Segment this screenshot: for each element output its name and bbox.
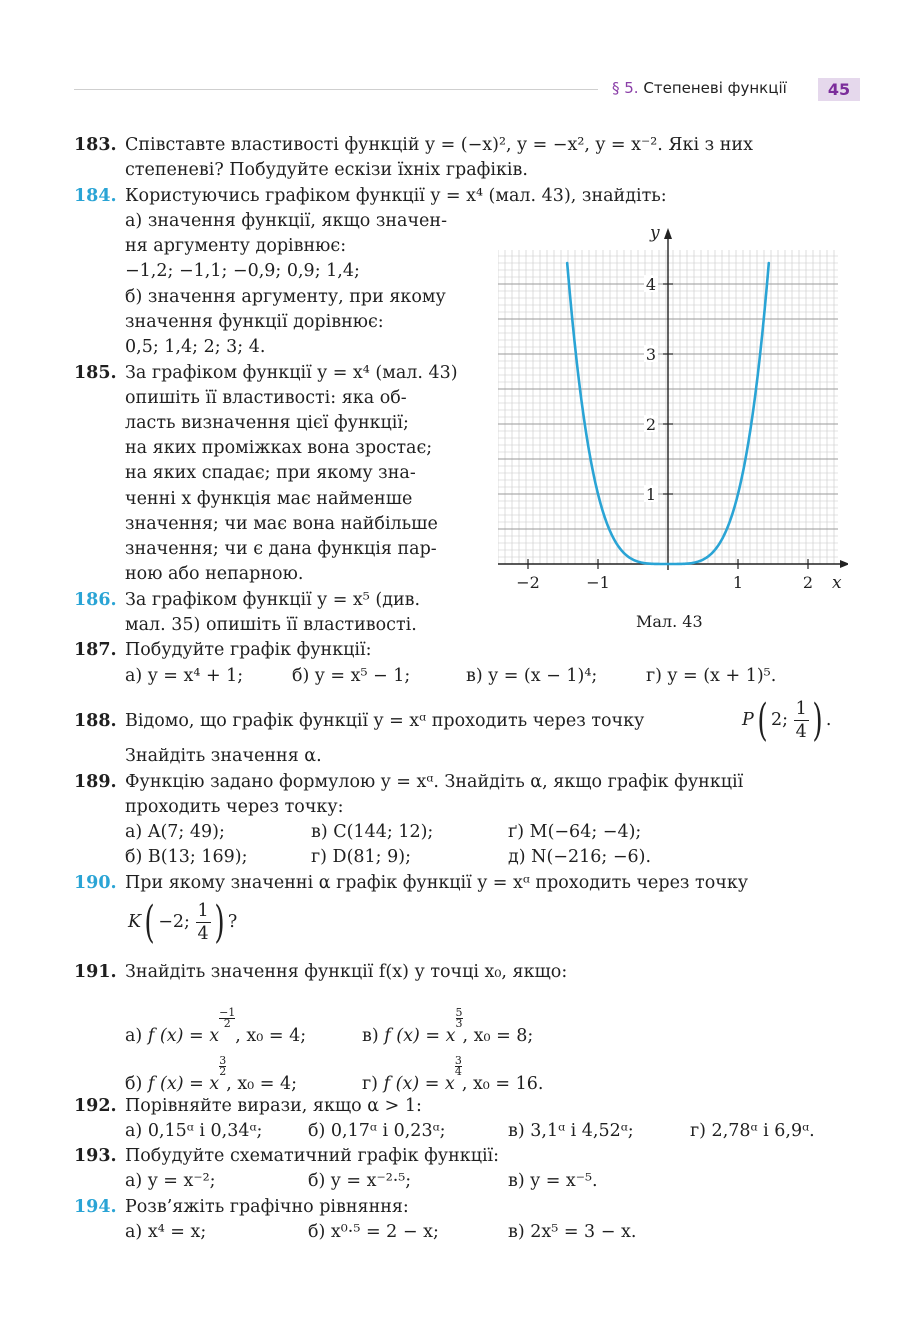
problem-number-186: 186. <box>74 590 117 610</box>
x-axis-label: x <box>832 573 842 593</box>
y-tick-label: 1 <box>645 485 657 504</box>
problem-number-191: 191. <box>74 962 117 982</box>
exponent-denominator: 4 <box>454 1065 462 1078</box>
problem-184-line-2: а) значення функції, якщо значен- <box>125 211 447 231</box>
item-label: а) <box>125 1026 143 1046</box>
y-tick-label: 2 <box>645 415 657 434</box>
problem-192-item-a: а) 0,15ᵅ і 0,34ᵅ; <box>125 1121 263 1141</box>
exponent <box>456 1008 463 1029</box>
fraction-numerator: 1 <box>795 699 807 719</box>
problem-185-line-6: ченні x функція має найменше <box>125 489 413 509</box>
problem-185-line-7: значення; чи має вона найбільше <box>125 514 438 534</box>
problem-183-line-1: Співставте властивості функцій y = (−x)², y = −x², y = x⁻². Які з них <box>125 135 753 155</box>
function-expr: f (x) = x <box>384 1026 456 1046</box>
exponent-numerator: 5 <box>455 1006 463 1019</box>
y-axis-arrow <box>664 228 672 239</box>
page-header <box>74 78 860 102</box>
function-expr: f (x) = x <box>147 1074 220 1094</box>
exponent-denominator: 3 <box>455 1017 463 1030</box>
problem-186-line-1: За графіком функції y = x⁵ (див. <box>125 590 421 610</box>
y-tick-label: 3 <box>645 345 657 364</box>
fraction-denominator: 4 <box>197 924 209 944</box>
problem-185-line-2: опишіть її властивості: яка об- <box>125 388 407 408</box>
problem-185-line-3: ласть визначення цієї функції; <box>125 413 409 433</box>
problem-185-line-4: на яких проміжках вона зростає; <box>125 438 433 458</box>
problem-184-line-6: значення функції дорівнює: <box>125 312 384 332</box>
problem-192-item-b: б) 0,17ᵅ і 0,23ᵅ; <box>308 1121 446 1141</box>
x-tick-label: −2 <box>516 573 540 592</box>
right-paren: ) <box>812 694 823 746</box>
problem-191-item-v <box>362 1008 533 1049</box>
problem-191-line-1: Знайдіть значення функції f(x) у точці x₀, якщо: <box>125 962 568 982</box>
problem-187-item-a: а) y = x⁴ + 1; <box>125 666 244 686</box>
problem-189-item-g: г) D(81; 9); <box>311 847 412 867</box>
y-tick-label: 4 <box>645 275 657 294</box>
problem-192-line-1: Порівняйте вирази, якщо α > 1: <box>125 1096 422 1116</box>
function-expr: f (x) = x <box>383 1074 455 1094</box>
problem-194-line-1: Розв’яжіть графічно рівняння: <box>125 1197 409 1217</box>
fraction-one-quarter <box>794 698 809 743</box>
point-value: , x₀ = 8; <box>462 1026 534 1046</box>
point-k <box>128 896 237 948</box>
problem-185-line-1: За графіком функції y = x⁴ (мал. 43) <box>125 363 458 383</box>
question-mark: ? <box>227 912 238 932</box>
figure-caption: Мал. 43 <box>636 612 703 631</box>
problem-189-line-1: Функцію задано формулою y = xᵅ. Знайдіть α, якщо графік функції <box>125 772 744 792</box>
problem-184-line-7: 0,5; 1,4; 2; 3; 4. <box>125 337 266 357</box>
x-tick-label: 2 <box>802 573 814 592</box>
problem-187-item-c: в) y = (x − 1)⁴; <box>466 666 598 686</box>
problem-189-item-d: д) N(−216; −6). <box>508 847 652 867</box>
exponent-denominator: 2 <box>223 1017 231 1030</box>
x-tick-label: −1 <box>586 573 610 592</box>
problem-number-187: 187. <box>74 640 117 660</box>
point-p-letter: P <box>742 710 754 730</box>
point-p-x: 2; <box>770 710 788 730</box>
fraction-denominator: 4 <box>795 722 807 742</box>
point-value: , x₀ = 16. <box>461 1074 544 1094</box>
x-tick-label: 1 <box>732 573 744 592</box>
problem-184-line-4: −1,2; −1,1; −0,9; 0,9; 1,4; <box>125 261 360 281</box>
problem-184-line-3: ня аргументу дорівнює: <box>125 236 347 256</box>
item-label: в) <box>362 1026 379 1046</box>
exponent-sign: − <box>219 1006 229 1019</box>
problem-number-193: 193. <box>74 1146 117 1166</box>
point-value: , x₀ = 4; <box>235 1026 307 1046</box>
x-axis-arrow <box>840 560 848 568</box>
problem-number-192: 192. <box>74 1096 117 1116</box>
problem-191-item-a <box>125 1008 306 1049</box>
problem-number-183: 183. <box>74 135 117 155</box>
right-paren: ) <box>214 896 225 948</box>
problem-189-item-gg: ґ) M(−64; −4); <box>508 822 642 842</box>
section-title <box>612 79 787 97</box>
exponent-denominator: 2 <box>219 1065 227 1078</box>
left-paren: ( <box>757 694 768 746</box>
problem-185-line-8: значення; чи є дана функція пар- <box>125 539 437 559</box>
problem-number-185: 185. <box>74 363 117 383</box>
point-k-x: −2; <box>158 912 190 932</box>
problem-194-item-a: а) x⁴ = x; <box>125 1222 207 1242</box>
problem-192-item-g: г) 2,78ᵅ і 6,9ᵅ. <box>690 1121 815 1141</box>
period: . <box>825 710 832 730</box>
header-rule <box>74 89 598 90</box>
y-axis-label: y <box>650 223 660 243</box>
problem-number-194: 194. <box>74 1197 117 1217</box>
problem-191-item-b <box>125 1056 297 1097</box>
problem-194-item-b: б) x⁰·⁵ = 2 − x; <box>308 1222 439 1242</box>
problem-183-line-2: степеневі? Побудуйте ескізи їхніх графіків. <box>125 160 528 180</box>
problem-185-line-9: ною або непарною. <box>125 564 304 584</box>
function-graph-x4 <box>498 222 848 622</box>
problem-192-item-v: в) 3,1ᵅ і 4,52ᵅ; <box>508 1121 634 1141</box>
exponent-numerator: 1 <box>228 1006 236 1019</box>
exponent-numerator: 3 <box>219 1054 227 1067</box>
point-p <box>742 694 831 746</box>
problem-193-item-a: а) y = x⁻²; <box>125 1171 216 1191</box>
problem-189-item-v: в) C(144; 12); <box>311 822 434 842</box>
fraction-one-quarter <box>196 900 211 945</box>
exponent <box>219 1008 235 1029</box>
problem-number-188: 188. <box>74 711 117 731</box>
problem-188-line-2: Знайдіть значення α. <box>125 746 322 766</box>
problem-185-line-5: на яких спадає; при якому зна- <box>125 463 416 483</box>
problem-number-190: 190. <box>74 873 117 893</box>
problem-193-line-1: Побудуйте схематичний графік функції: <box>125 1146 500 1166</box>
section-name: Степеневі функції <box>643 79 787 97</box>
problem-190-line-1: При якому значенні α графік функції y = xᵅ проходить через точку <box>125 873 749 893</box>
problem-number-184: 184. <box>74 186 117 206</box>
problem-186-line-2: мал. 35) опишіть її властивості. <box>125 615 417 635</box>
section-symbol: § 5. <box>612 79 639 97</box>
problem-193-item-v: в) y = x⁻⁵. <box>508 1171 598 1191</box>
page-number: 45 <box>818 78 860 101</box>
left-paren: ( <box>144 896 155 948</box>
problem-189-item-b: б) B(13; 169); <box>125 847 248 867</box>
item-label: б) <box>125 1074 143 1094</box>
function-expr: f (x) = x <box>147 1026 220 1046</box>
exponent <box>455 1056 462 1077</box>
problem-191-item-g <box>362 1056 543 1097</box>
problem-194-item-v: в) 2x⁵ = 3 − x. <box>508 1222 637 1242</box>
point-k-letter: K <box>128 912 142 932</box>
problem-number-189: 189. <box>74 772 117 792</box>
problem-189-item-a: а) A(7; 49); <box>125 822 225 842</box>
problem-184-line-5: б) значення аргументу, при якому <box>125 287 446 307</box>
problem-193-item-b: б) y = x⁻²·⁵; <box>308 1171 412 1191</box>
fraction-numerator: 1 <box>197 901 209 921</box>
problem-187-line-1: Побудуйте графік функції: <box>125 640 372 660</box>
problem-188-line-1: Відомо, що графік функції y = xᵅ проходить через точку <box>125 711 645 731</box>
problem-189-line-2: проходить через точку: <box>125 797 344 817</box>
problem-184-line-1: Користуючись графіком функції y = x⁴ (мал. 43), знайдіть: <box>125 186 667 206</box>
point-value: , x₀ = 4; <box>226 1074 298 1094</box>
problem-187-item-b: б) y = x⁵ − 1; <box>292 666 411 686</box>
problem-187-item-d: г) y = (x + 1)⁵. <box>646 666 777 686</box>
item-label: г) <box>362 1074 378 1094</box>
exponent-numerator: 3 <box>454 1054 462 1067</box>
